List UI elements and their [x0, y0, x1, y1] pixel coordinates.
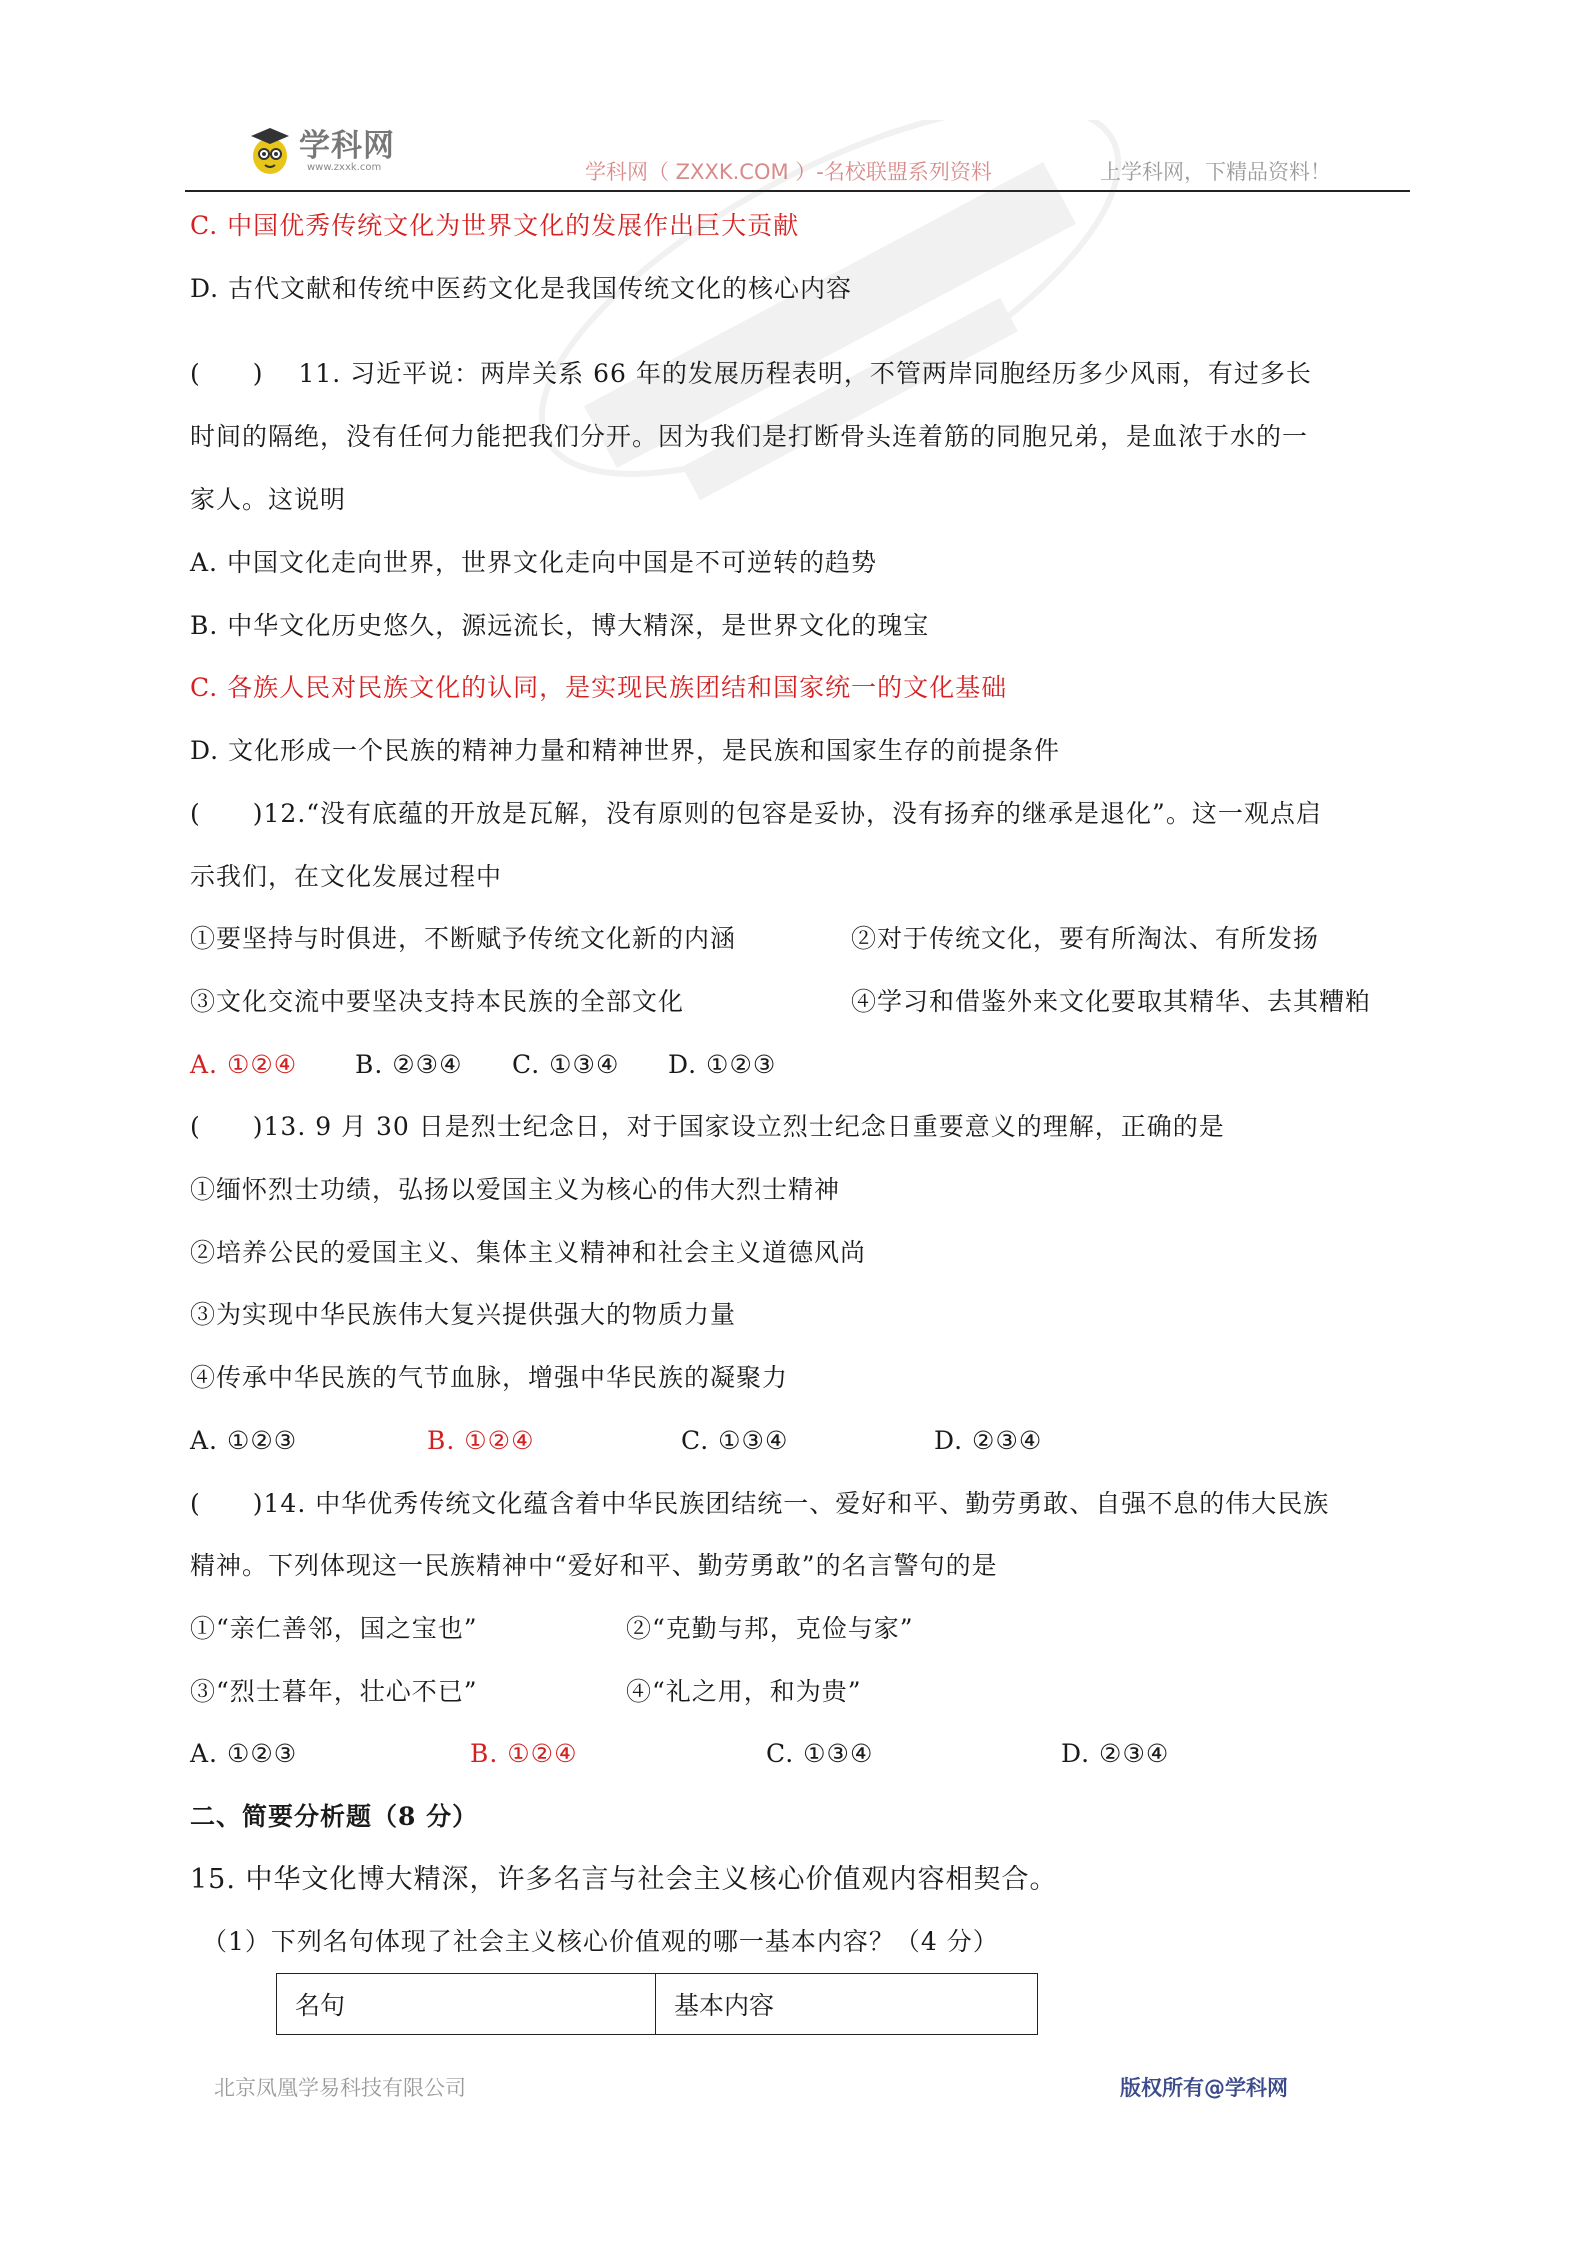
- q13-choice-c: C. ①③④: [681, 1426, 789, 1455]
- q14-stem-line2: 精神。下列体现这一民族精神中“爱好和平、勤劳勇敢”的名言警句的是: [190, 1551, 998, 1580]
- q10-option-c: C. 中国优秀传统文化为世界文化的发展作出巨大贡献: [190, 211, 800, 240]
- q14-statement-3: ③“烈士暮年，壮心不已”: [190, 1677, 478, 1706]
- q15-subquestion-1: （1）下列名句体现了社会主义核心价值观的哪一基本内容？（4 分）: [202, 1927, 999, 1956]
- q13-choice-d: D. ②③④: [934, 1426, 1043, 1455]
- header-right-text: 上学科网，下精品资料！: [1100, 160, 1331, 184]
- q14-choice-c: C. ①③④: [766, 1739, 874, 1768]
- q12-choice-b: B. ②③④: [355, 1050, 463, 1079]
- q13-statement-4: ④传承中华民族的气节血脉，增强中华民族的凝聚力: [190, 1363, 789, 1392]
- q14-choice-b: B. ①②④: [470, 1739, 578, 1768]
- table-header-content: 基本内容: [656, 1974, 1038, 2035]
- q12-statement-1: ①要坚持与时俱进，不断赋予传统文化新的内涵: [190, 924, 737, 953]
- table-row: [277, 1974, 1038, 2035]
- q13-statement-2: ②培养公民的爱国主义、集体主义精神和社会主义道德风尚: [190, 1238, 867, 1267]
- q12-choice-d: D. ①②③: [668, 1050, 777, 1079]
- q12-stem-line2: 示我们，在文化发展过程中: [190, 862, 503, 891]
- header-divider: [185, 190, 1410, 192]
- q13-stem: ( )13. 9 月 30 日是烈士纪念日，对于国家设立烈士纪念日重要意义的理解，正确的是: [190, 1112, 1225, 1141]
- logo-url: www.zxxk.com: [307, 162, 382, 173]
- q12-stem-line1: ( )12.“没有底蕴的开放是瓦解，没有原则的包容是妥协，没有扬弃的继承是退化”。这一观点启: [190, 799, 1322, 828]
- footer-copyright: 版权所有@学科网: [1120, 2076, 1288, 2100]
- q15-stem: 15. 中华文化博大精深，许多名言与社会主义核心价值观内容相契合。: [190, 1864, 1058, 1895]
- q14-statement-1: ①“亲仁善邻，国之宝也”: [190, 1614, 478, 1643]
- q11-option-d: D. 文化形成一个民族的精神力量和精神世界，是民族和国家生存的前提条件: [190, 736, 1061, 765]
- q13-statement-1: ①缅怀烈士功绩，弘扬以爱国主义为核心的伟大烈士精神: [190, 1175, 841, 1204]
- q12-choice-a: A. ①②④: [190, 1050, 298, 1079]
- q13-choice-a: A. ①②③: [190, 1426, 298, 1455]
- q11-option-a: A. 中国文化走向世界，世界文化走向中国是不可逆转的趋势: [190, 548, 877, 577]
- footer-company: 北京凤凰学易科技有限公司: [214, 2076, 466, 2100]
- header-center-text: 学科网（ ZXXK.COM ）-名校联盟系列资料: [585, 160, 992, 184]
- q11-stem-line1: ( ) 11. 习近平说：两岸关系 66 年的发展历程表明，不管两岸同胞经历多少风雨，有过多长: [190, 359, 1312, 388]
- q11-option-b: B. 中华文化历史悠久，源远流长，博大精深，是世界文化的瑰宝: [190, 611, 930, 640]
- page-header: [185, 110, 1410, 190]
- answer-table: [276, 1973, 1038, 2035]
- q12-choice-c: C. ①③④: [512, 1050, 620, 1079]
- section-2-heading: 二、简要分析题（8 分）: [190, 1802, 479, 1831]
- q14-choice-d: D. ②③④: [1061, 1739, 1170, 1768]
- q12-statement-3: ③文化交流中要坚决支持本民族的全部文化: [190, 987, 685, 1016]
- q14-stem-line1: ( )14. 中华优秀传统文化蕴含着中华民族团结统一、爱好和平、勤劳勇敢、自强不息的伟大民族: [190, 1489, 1330, 1518]
- q12-statement-2: ②对于传统文化，要有所淘汰、有所发扬: [851, 924, 1320, 953]
- q14-choice-a: A. ①②③: [190, 1739, 298, 1768]
- mascot-icon: [247, 124, 293, 178]
- q13-choice-b: B. ①②④: [427, 1426, 535, 1455]
- q11-stem-line2: 时间的隔绝，没有任何力能把我们分开。因为我们是打断骨头连着筋的同胞兄弟，是血浓于水的一: [190, 422, 1309, 451]
- logo-text: 学科网: [299, 128, 395, 164]
- logo: [247, 118, 427, 178]
- q11-option-c: C. 各族人民对民族文化的认同，是实现民族团结和国家统一的文化基础: [190, 673, 1008, 702]
- table-header-quote: 名句: [277, 1974, 656, 2035]
- q10-option-d: D. 古代文献和传统中医药文化是我国传统文化的核心内容: [190, 274, 853, 303]
- q14-statement-2: ②“克勤与邦，克俭与家”: [626, 1614, 914, 1643]
- q11-stem-line3: 家人。这说明: [190, 485, 347, 514]
- q12-statement-4: ④学习和借鉴外来文化要取其精华、去其糟粕: [851, 987, 1372, 1016]
- q14-statement-4: ④“礼之用，和为贵”: [626, 1677, 862, 1706]
- q13-statement-3: ③为实现中华民族伟大复兴提供强大的物质力量: [190, 1300, 737, 1329]
